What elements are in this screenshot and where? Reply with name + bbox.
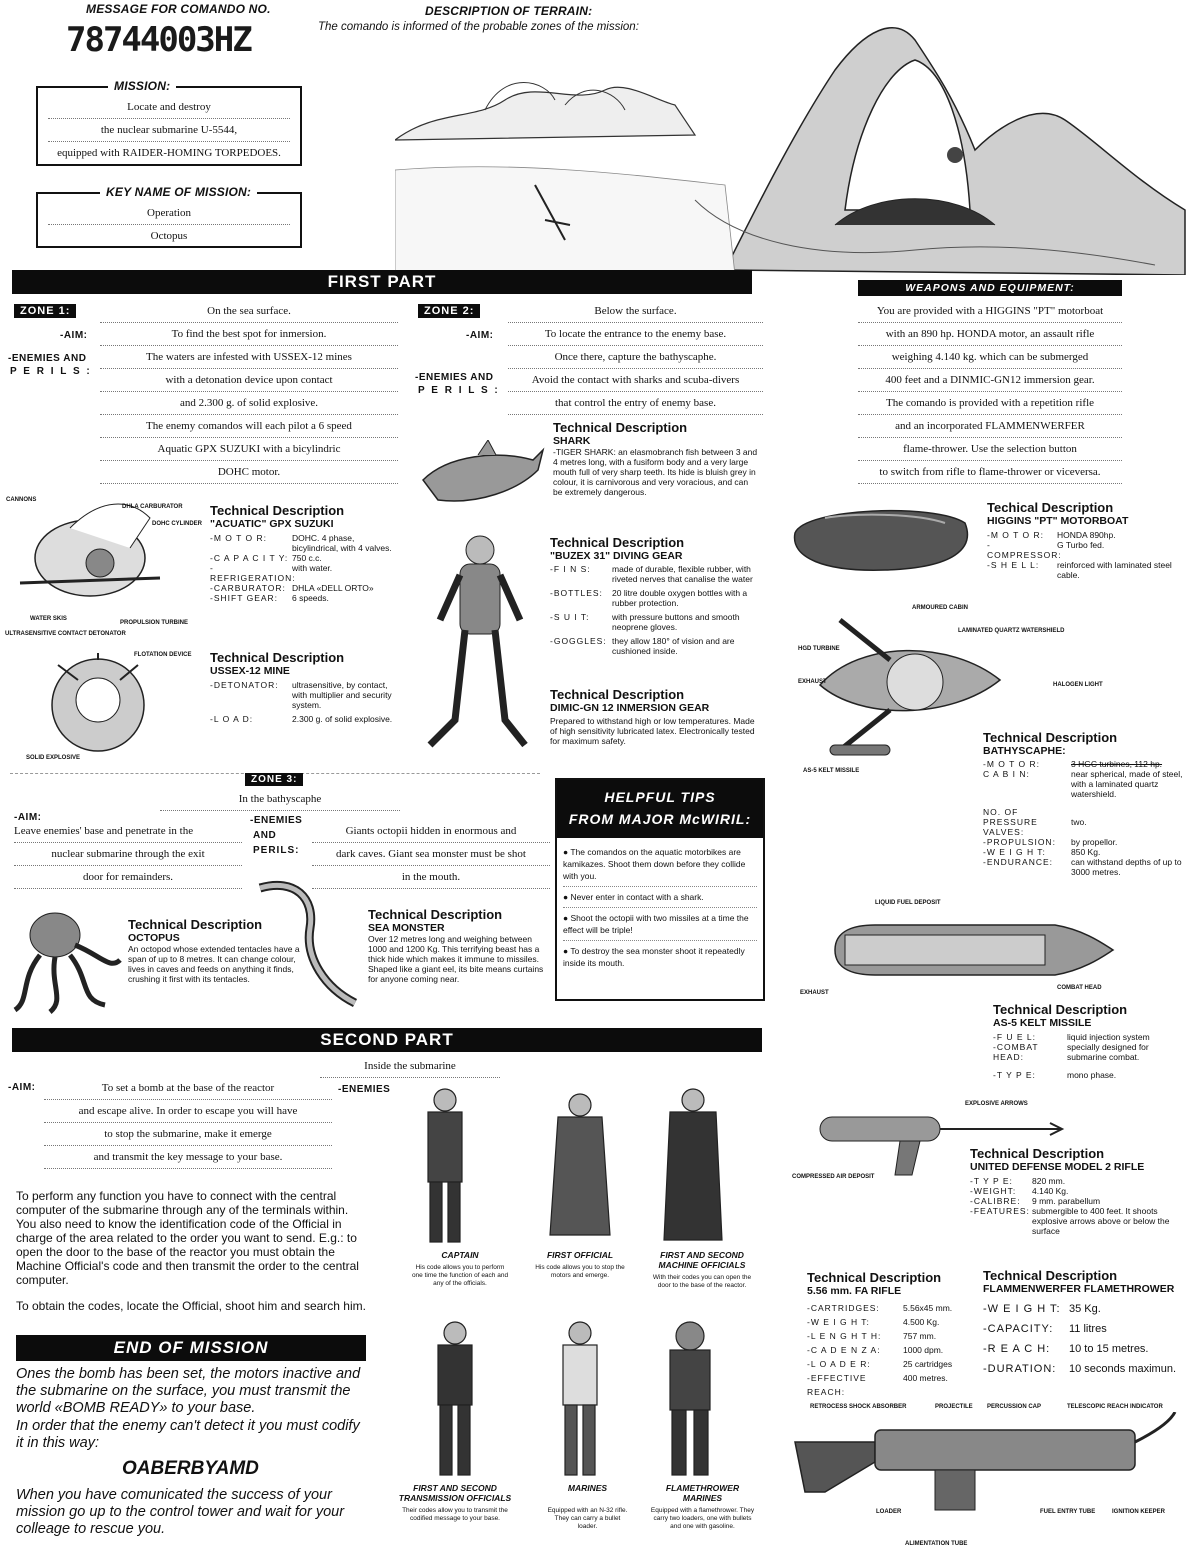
spec-row: -C A D E N Z A: 1000 dpm. [807,1345,944,1355]
higgins-tech [987,500,1182,580]
tips-subtitle: FROM MAJOR McWIRIL: [568,811,752,827]
zone3-aim-label: -AIM: [14,812,42,823]
flamethrower-callout: RETROCESS SHOCK ABSORBER [810,1404,907,1410]
spec-row: -CALIBRE: 9 mm. parabellum [970,1196,1101,1206]
spec-row: -CARTRIDGES: 5.56x45 mm. [807,1303,953,1313]
zone2-tag: ZONE 2: [418,304,480,318]
keyname-line: Operation [48,202,290,225]
spec-row: -BOTTLES: 20 litre double oxygen bottles with a rubber protection. [550,588,748,608]
tech-heading: Technical Description [550,687,685,702]
spec-row: -F I N S: made of durable, flexible rubber, with riveted nerves that canalise the water [550,564,753,584]
spec-row: -W E I G H T: 35 Kg. [983,1303,1101,1315]
flamethrower-callout: FUEL ENTRY TUBE [1040,1509,1096,1515]
flamethrower-callout: PERCUSSION CAP [987,1404,1042,1410]
shark-illustration [418,440,548,520]
keyname-line: Octopus [150,230,188,242]
tech-heading: Technical Description [210,503,345,518]
buzex-title: "BUZEX 31" DIVING GEAR [550,550,683,562]
officer-card [650,1483,755,1531]
mine-illustration [28,645,198,760]
end-text1: Ones the bomb has been set, the motors inactive and the submarine on the surface, you must transmit the world «BOMB READY» to your base. [16,1366,361,1416]
zone3-line: Giants octopii hidden in enormous and [312,820,550,843]
zone1-tag: ZONE 1: [14,304,76,318]
weapons-line: to switch from rifle to flame-thrower or viceversa. [858,461,1122,484]
suzuki-callout: CANNONS [6,497,37,503]
tip-item: ● To destroy the sea monster shoot it repeatedly inside its mouth. [563,946,745,968]
weapons-line: with an 890 hp. HONDA motor, an assault rifle [858,323,1122,346]
part2-aim [44,1077,332,1169]
officer-name: FIRST AND SECOND TRANSMISSION OFFICIALS [398,1483,512,1503]
flamethrower-title: FLAMMENWERFER FLAMETHROWER [983,1283,1175,1295]
officer-name: FIRST AND SECOND MACHINE OFFICIALS [658,1250,746,1270]
bathyscaphe-callout: EXHAUST [798,679,827,685]
suzuki-callout: ULTRASENSITIVE CONTACT DETONATOR [5,631,126,637]
keyname-label: KEY NAME OF MISSION: [100,185,257,199]
missile-title: AS-5 KELT MISSILE [993,1017,1092,1029]
spec-row: -CARBURATOR: DHLA «DELL ORTO» [210,583,374,593]
spec-row: -EFFECTIVE REACH: 400 metres. [807,1373,948,1397]
weapons-line: You are provided with a HIGGINS "PT" motorboat [858,300,1122,323]
spec-row: -T Y P E: 820 mm. [970,1176,1066,1186]
zone2-perils-label: P E R I L S : [418,385,500,396]
bathyscaphe-callout: ARMOURED CABIN [912,605,968,611]
spec-row: NO. OF PRESSURE VALVES: two. [983,807,1087,837]
spec-row: -S H E L L: reinforced with laminated steel cable. [987,560,1172,580]
spec-row: -M O T O R: HONDA 890hp. [987,530,1116,540]
zone3-aim [14,820,242,889]
message-label: MESSAGE FOR COMANDO NO. [86,2,271,16]
part2-intro: Inside the submarine [320,1055,500,1078]
spec-row: -WEIGHT: 4.140 Kg. [970,1186,1069,1196]
ud-rifle-callout: EXPLOSIVE ARROWS [965,1101,1028,1107]
zone3-enemies-label: -ENEMIES [250,815,303,826]
weapons-line: flame-thrower. Use the selection button [858,438,1122,461]
octopus-illustration [10,900,125,1015]
zone1-line: with a detonation device upon contact [100,369,398,392]
spec-row: -C A P A C I T Y: 750 c.c. [210,553,322,563]
flamethrower-callout: LOADER [876,1509,902,1515]
flamethrower-callout: PROJECTILE [935,1404,973,1410]
dimic-tech [550,687,762,746]
officer-name: FIRST OFFICIAL [546,1250,614,1260]
weapons-line: weighing 4.140 kg. which can be submerged [858,346,1122,369]
missile-illustration [815,915,1115,985]
mine-callout: SOLID EXPLOSIVE [26,755,81,761]
mission-box [36,79,302,166]
zone3-aim-line: nuclear submarine through the exit [14,843,242,866]
dimic-text: Prepared to withstand high or low temperatures. Made of high sensitivity lubricated latex. Electronically tested for maximum safety. [550,716,755,746]
officer-card [410,1250,510,1288]
officer-desc: His code allows you to stop the motors and emerge. [535,1264,625,1279]
octopus-text: An octopod whose extended tentacles have a span of up to 8 metres. It can change colour, lives in caves and feeds on anything it finds, crushing it first with its tentacles. [128,944,300,984]
spec-row: -M O T O R: DOHC. 4 phase, bicylindrical, with 4 valves. [210,533,392,553]
zone2-line: Avoid the contact with sharks and scuba-divers [508,369,763,392]
spec-row: -L E N G H T H: 757 mm. [807,1331,937,1341]
spec-row: -COMBAT HEAD: specially designed for submarine combat. [993,1042,1149,1062]
officer-name: MARINES [567,1483,608,1493]
mission-line: Locate and destroy [48,96,290,119]
bathyscaphe-tech [983,730,1183,877]
zone3-line: in the mouth. [312,866,550,889]
zone2-aim: Once there, capture the bathyscaphe. [508,346,763,369]
bathyscaphe-callout: HGD TURBINE [798,646,840,652]
tip-item: ● Shoot the octopii with two missiles at a time the effect will be triple! [563,908,757,941]
part2-aim-label: -AIM: [8,1082,36,1093]
fa-rifle-tech [807,1270,977,1399]
officer-desc: Equipped with an N-32 rifle. They can carry a bullet loader. [547,1507,628,1530]
part2-para1: To perform any function you have to connect with the central computer of the submarine through any of the terminals within. You also need to know the identification code of the Official in charge of the area related to the order you want to send. E.g.: to open the door to the base of the reactor you must obtain the Machine Official's code and then transmit the order to the central computer. [16,1189,359,1287]
mission-label: MISSION: [108,79,176,93]
officer-card [545,1483,630,1531]
suzuki-callout: DHLA CARBURATOR [122,504,183,510]
missile-tech [993,1002,1183,1080]
weapons-text [858,300,1122,484]
motorboat-illustration [785,488,980,583]
part2-aim-line: and escape alive. In order to escape you will have [44,1100,332,1123]
part2-enemies-label: -ENEMIES [338,1084,391,1095]
suzuki-callout: DOHC CYLINDER [152,521,203,527]
sea-monster-tech [368,907,548,984]
mission-line: equipped with RAIDER-HOMING TORPEDOES. [57,147,281,159]
keyname-box [36,185,302,248]
tip-item: ● Never enter in contact with a shark. [563,887,757,908]
zone1-line: DOHC motor. [100,461,398,484]
tech-heading: Technical Description [807,1270,942,1285]
officer-card [530,1250,630,1280]
higgins-title: HIGGINS "PT" MOTORBOAT [987,515,1129,527]
zone2-aim-label: -AIM: [466,330,494,341]
spec-row: -GOGGLES: they allow 180° of vision and are cushioned inside. [550,636,735,656]
officers-illustration-top [400,1085,760,1250]
first-part-bar: FIRST PART [12,270,752,294]
zone3-perils-label: PERILS: [253,845,300,856]
fa-rifle-title: 5.56 mm. FA RIFLE [807,1285,902,1297]
bathyscaphe-title: BATHYSCAPHE: [983,745,1066,757]
shark-text: -TIGER SHARK: an elasmobranch fish between 3 and 4 metres long, with a fusiform body and a very large mouth full of very sharp teeth. Its hide is bluish grey in colour, it is carnivorous and very voracious, and can be extremely dangerous. [553,447,758,497]
spec-row: -S U I T: with pressure buttons and smooth neoprene gloves. [550,612,740,632]
part2-aim-line: and transmit the key message to your base. [44,1146,332,1169]
spec-row: -L O A D E R: 25 cartridges [807,1359,953,1369]
missile-callout: EXHAUST [800,990,829,996]
tips-header [557,780,763,838]
spec-row: -W E I G H T: 850 Kg. [983,847,1101,857]
spec-row: -T Y P E: mono phase. [993,1070,1117,1080]
zone3-intro-wrap [160,788,400,811]
sea-monster-text: Over 12 metres long and weighing between 1000 and 1200 Kg. This terrifying beast has a thick hide which makes it immune to missiles. Shaped like a giant eel, its bite means curtains for anyone coming near. [368,934,544,984]
shark-tech [553,420,758,497]
flamethrower-callout: TELESCOPIC REACH INDICATOR [1067,1404,1163,1410]
weapons-line: The comando is provided with a repetition rifle [858,392,1122,415]
spec-row: -CAPACITY: 11 litres [983,1323,1107,1335]
zone2-enemies-label: -ENEMIES AND [415,372,494,383]
officer-name: CAPTAIN [441,1250,479,1260]
zone2-aim: To locate the entrance to the enemy base. [508,323,763,346]
tech-heading: Technical Description [210,650,345,665]
zone1-line: Aquatic GPX SUZUKI with a bicylindric [100,438,398,461]
part2-aim-line: To set a bomb at the base of the reactor [44,1077,332,1100]
tech-heading: Technical Description [368,907,503,922]
officer-desc: Equipped with a flamethrower. They carry two loaders, one with bullets and one with gasoline. [650,1507,755,1530]
suzuki-callout: PROPULSION TURBINE [120,620,189,626]
suzuki-tech [210,503,400,603]
tech-heading: Technical Description [983,730,1118,745]
zone3-line: dark caves. Giant sea monster must be shot [312,843,550,866]
mine-title: USSEX-12 MINE [210,665,290,677]
ud-rifle-callout: COMPRESSED AIR DEPOSIT [792,1174,875,1180]
zone3-and-label: AND [253,830,277,841]
zone1-aim: To find the best spot for inmersion. [100,323,398,346]
tech-heading: Technical Description [553,420,688,435]
end-text3: When you have comunicated the success of your mission go up to the control tower and wait for your colleage to rescue you. [16,1487,345,1537]
officer-card [395,1483,515,1523]
second-part-bar: SECOND PART [12,1028,762,1052]
dimic-title: DIMIC-GN 12 INMERSION GEAR [550,702,710,714]
zone1-line: The enemy comandos will each pilot a 6 speed [100,415,398,438]
suzuki-title: "ACUATIC" GPX SUZUKI [210,518,334,530]
mission-line: the nuclear submarine U-5544, [48,119,290,142]
officer-name: FLAMETHROWER MARINES [665,1483,740,1503]
officer-desc: His code allows you to perform one time the function of each and any of the officials. [411,1264,509,1287]
zone1-perils-label: P E R I L S : [10,366,92,377]
sea-monster-illustration [255,878,365,1008]
zone3-tag: ZONE 3: [245,773,303,786]
spec-row: -FEATURES: submergible to 400 feet. It shoots explosive arrows above or below the surface [970,1206,1170,1236]
terrain-label: DESCRIPTION OF TERRAIN: [425,4,593,18]
tip-item: ● The comandos on the aquatic motorbikes are kamikazes. Shoot them down before they collide with you. [563,842,757,887]
tips-title: HELPFUL TIPS [604,789,716,805]
flamethrower-callout: IGNITION KEEPER [1112,1509,1166,1515]
spec-row: -ENDURANCE: can withstand depths of up to 3000 metres. [983,857,1182,877]
missile-callout: LIQUID FUEL DEPOSIT [875,900,941,906]
mine-callout: FLOTATION DEVICE [134,652,192,658]
spec-row: -DETONATOR: ultrasensitive, by contact, with multiplier and security system. [210,680,392,710]
tech-heading: Technical Description [550,535,685,550]
terrain-illustration [395,10,1190,275]
spec-row: -PROPULSION: by propellor. [983,837,1118,847]
end-mission-bar: END OF MISSION [16,1335,366,1361]
tech-heading: Techical Description [987,500,1114,515]
flamethrower-tech [983,1268,1183,1379]
spec-row: -REFRIGERATION: with water. [210,563,333,583]
bathyscaphe-callout: HALOGEN LIGHT [1053,682,1103,688]
zone1-text [100,300,398,484]
zone3-aim-line: Leave enemies' base and penetrate in the [14,820,242,843]
sea-monster-title: SEA MONSTER [368,922,445,934]
diver-illustration [425,530,540,760]
suzuki-callout: WATER SKIS [30,616,67,622]
flamethrower-illustration [785,1412,1185,1522]
weapons-bar: WEAPONS AND EQUIPMENT: [858,280,1122,296]
spec-row: -W E I G H T: 4.500 Kg. [807,1317,940,1327]
spec-row: C A B I N: near spherical, made of steel, with a laminated quartz watershield. [983,769,1183,799]
spec-row: -F U E L: liquid injection system [993,1032,1150,1042]
end-code: OABERBYAMD [122,1458,259,1479]
part2-para2: To obtain the codes, locate the Official, shoot him and search him. [16,1299,366,1313]
tech-heading: Technical Description [128,917,263,932]
spec-row: -DURATION: 10 seconds maximun. [983,1363,1176,1375]
tech-heading: Technical Description [983,1268,1118,1283]
flamethrower-callout: ALIMENTATION TUBE [905,1541,968,1547]
ud-rifle-title: UNITED DEFENSE MODEL 2 RIFLE [970,1161,1145,1173]
zone3-aim-line: door for remainders. [14,866,242,889]
tips-box [555,778,765,1001]
spec-row: -COMPRESSOR: G Turbo fed. [987,540,1105,560]
zone1-line: and 2.300 g. of solid explosive. [100,392,398,415]
zone3-intro: In the bathyscaphe [160,788,400,811]
zone1-aim-label: -AIM: [60,330,88,341]
bathyscaphe-callout: LAMINATED QUARTZ WATERSHIELD [958,628,1065,634]
spec-row: -M O T O R: 3 HGC turbines, 112 hp. [983,759,1163,769]
mine-tech [210,650,400,724]
octopus-title: OCTOPUS [128,932,180,944]
spec-row: -L O A D: 2.300 g. of solid explosive. [210,714,393,724]
part2-aim-line: to stop the submarine, make it emerge [44,1123,332,1146]
weapons-line: 400 feet and a DINMIC-GN12 immersion gear. [858,369,1122,392]
missile-callout: COMBAT HEAD [1057,985,1102,991]
zone1-enemies-label: -ENEMIES AND [8,353,87,364]
spec-row: -R E A C H: 10 to 15 metres. [983,1343,1149,1355]
part2-intro-wrap [320,1055,500,1078]
bathyscaphe-callout: AS-5 KELT MISSILE [803,768,860,774]
zone1-intro: On the sea surface. [100,300,398,323]
zone2-line: that control the entry of enemy base. [508,392,763,415]
officers-illustration-bottom [400,1318,760,1478]
zone2-text [508,300,763,415]
officer-desc: With their codes you can open the door to the base of the reactor. [652,1274,752,1289]
tech-heading: Technical Description [993,1002,1128,1017]
zone2-intro: Below the surface. [508,300,763,323]
weapons-line: and an incorporated FLAMMENWERFER [858,415,1122,438]
tech-heading: Technical Description [970,1146,1105,1161]
commando-code: 78744003HZ [66,20,251,60]
buzex-tech [550,535,762,656]
officer-desc: Their codes allow you to transmit the codified message to your base. [402,1507,508,1522]
ud-rifle-tech [970,1146,1182,1236]
end-text2: In order that the enemy can't detect it you must codify it in this way: [16,1418,360,1451]
shark-title: SHARK [553,435,591,447]
officer-card [647,1250,757,1290]
spec-row: -SHIFT GEAR: 6 speeds. [210,593,329,603]
terrain-text: The comando is informed of the probable zones of the mission: [318,21,639,33]
zone1-line: The waters are infested with USSEX-12 mines [100,346,398,369]
